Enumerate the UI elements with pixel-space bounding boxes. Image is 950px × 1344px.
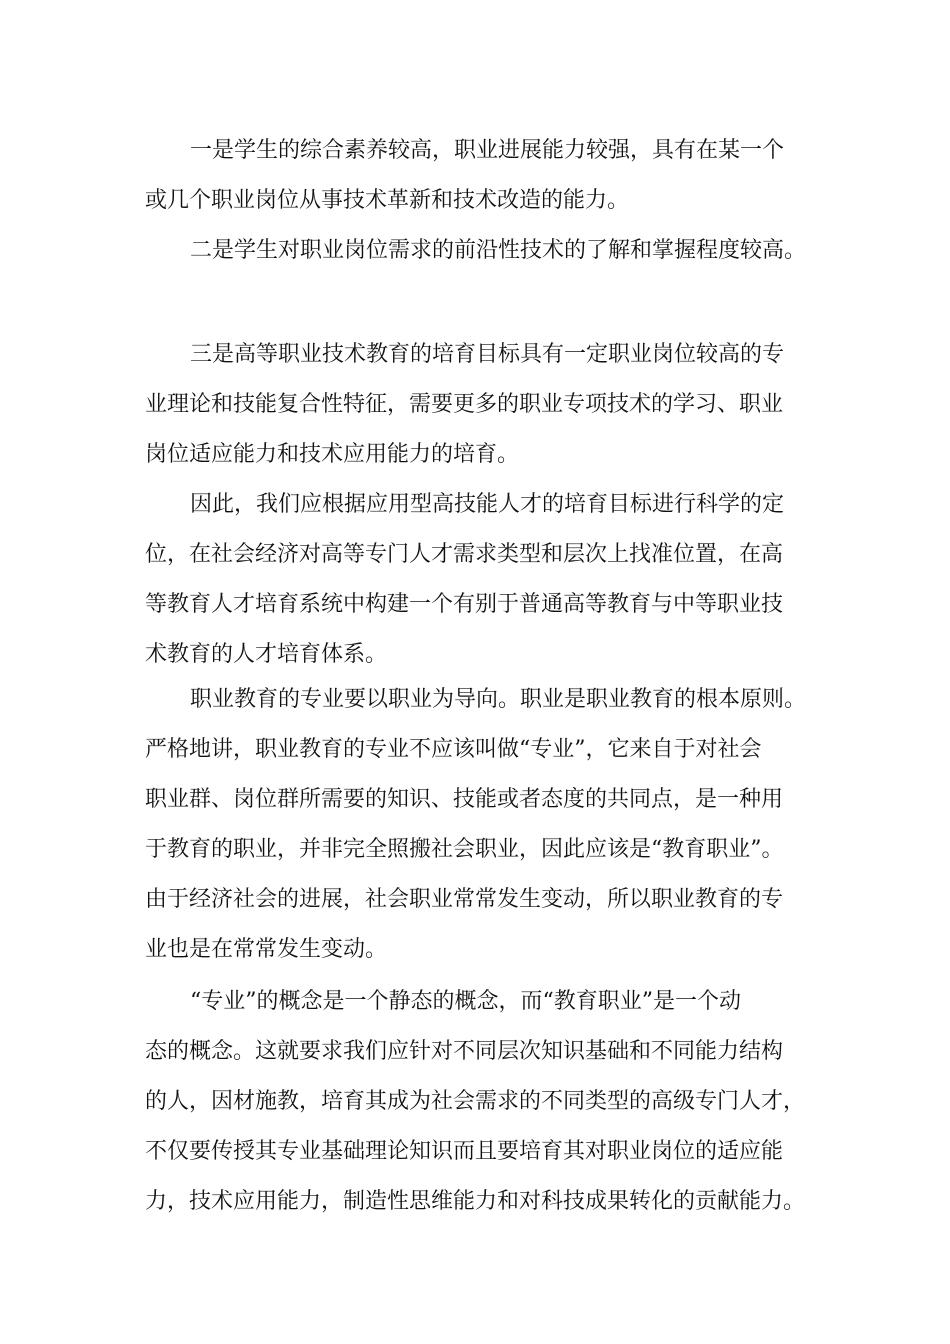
paragraph-5-line-3: 职业群、岗位群所需要的知识、技能或者态度的共同点，是一种用 xyxy=(145,787,784,812)
paragraph-4-line-3: 等教育人才培育系统中构建一个有别于普通高等教育与中等职业技 xyxy=(145,592,784,617)
paragraph-4-line-4: 术教育的人才培育体系。 xyxy=(145,642,388,667)
paragraph-1-line-2: 或几个职业岗位从事技术革新和技术改造的能力。 xyxy=(145,188,630,213)
paragraph-4-line-2: 位，在社会经济对高等专门人才需求类型和层次上找准位置，在高 xyxy=(145,542,784,567)
paragraph-3-line-2: 业理论和技能复合性特征，需要更多的职业专项技术的学习、职业 xyxy=(145,392,784,417)
paragraph-2-line-1: 二是学生对职业岗位需求的前沿性技术的了解和掌握程度较高。 xyxy=(190,238,807,263)
paragraph-6-line-4: 不仅要传授其专业基础理论知识而且要培育其对职业岗位的适应能 xyxy=(145,1139,784,1164)
paragraph-4-line-1: 因此，我们应根据应用型高技能人才的培育目标进行科学的定 xyxy=(190,492,785,517)
paragraph-5-line-6: 业也是在常常发生变动。 xyxy=(145,937,388,962)
paragraph-6 xyxy=(145,977,825,1227)
paragraph-6-line-5: 力，技术应用能力，制造性思维能力和对科技成果转化的贡献能力。 xyxy=(145,1189,806,1214)
paragraph-5-line-2: 严格地讲，职业教育的专业不应该叫做“专业”，它来自于对社会 xyxy=(145,737,762,762)
paragraph-5-line-1: 职业教育的专业要以职业为导向。职业是职业教育的根本原则。 xyxy=(190,687,807,712)
paragraph-1 xyxy=(145,126,825,226)
paragraph-4 xyxy=(145,480,825,680)
paragraph-1-line-1: 一是学生的综合素养较高，职业进展能力较强，具有在某一个 xyxy=(190,138,785,163)
paragraph-5-line-5: 由于经济社会的进展，社会职业常常发生变动，所以职业教育的专 xyxy=(145,887,784,912)
paragraph-5 xyxy=(145,675,825,975)
paragraph-6-line-3: 的人，因材施教，培育其成为社会需求的不同类型的高级专门人才， xyxy=(145,1089,806,1114)
paragraph-3-line-3: 岗位适应能力和技术应用能力的培育。 xyxy=(145,442,520,467)
paragraph-6-line-2: 态的概念。这就要求我们应针对不同层次知识基础和不同能力结构 xyxy=(145,1039,784,1064)
paragraph-2 xyxy=(145,226,825,276)
paragraph-5-line-4: 于教育的职业，并非完全照搬社会职业，因此应该是“教育职业”。 xyxy=(145,837,784,862)
paragraph-3 xyxy=(145,330,825,480)
paragraph-6-line-1: “专业”的概念是一个静态的概念，而“教育职业”是一个动 xyxy=(190,989,741,1014)
paragraph-3-line-1: 三是高等职业技术教育的培育目标具有一定职业岗位较高的专 xyxy=(190,342,785,367)
